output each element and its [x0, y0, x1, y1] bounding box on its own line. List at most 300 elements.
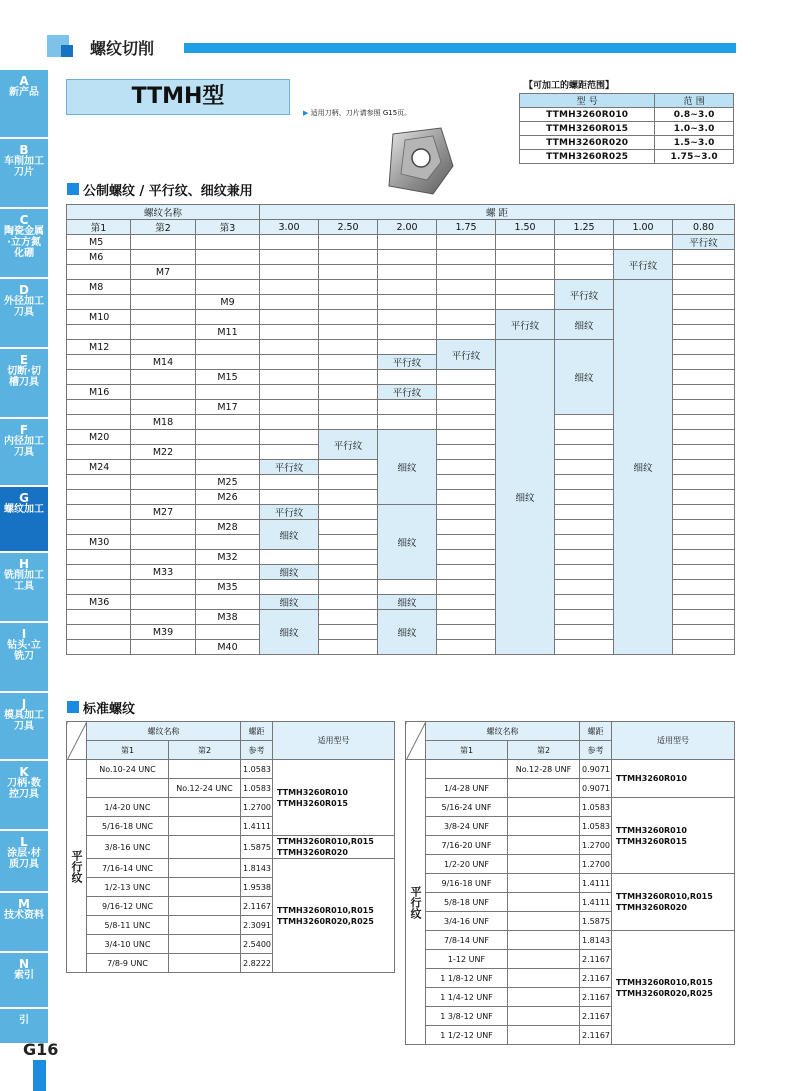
thread-series-1: 1/2-20 UNF [426, 855, 508, 874]
thread-size [196, 625, 260, 640]
empty-cell [378, 325, 437, 340]
thread-size [196, 535, 260, 550]
empty-cell [555, 415, 614, 430]
thread-size [67, 475, 131, 490]
thread-size [131, 325, 196, 340]
range-header-row [520, 94, 734, 108]
empty-cell [673, 535, 735, 550]
empty-cell [555, 460, 614, 475]
empty-cell [437, 490, 496, 505]
pitch-reference: 2.3091 [241, 916, 273, 935]
range-value: 1.0~3.0 [655, 122, 734, 136]
thread-series-2 [508, 988, 580, 1007]
thread-series-2 [508, 1026, 580, 1045]
thread-name-header: 螺纹名称 [426, 722, 580, 741]
empty-cell [260, 430, 319, 445]
applicable-model: TTMH3260R010,R015 TTMH3260R020,R025 [273, 859, 395, 973]
empty-cell [555, 550, 614, 565]
empty-cell [319, 385, 378, 400]
empty-cell [319, 280, 378, 295]
fine-cell: 细纹 [260, 595, 319, 610]
empty-cell [437, 565, 496, 580]
thread-series-1: 5/8-11 UNC [87, 916, 169, 935]
thread-size: M28 [196, 520, 260, 535]
empty-cell [673, 250, 735, 265]
thread-series-2 [169, 798, 241, 817]
pitch-reference: 2.8222 [241, 954, 273, 973]
sidebar-tab-n[interactable] [0, 953, 48, 1009]
range-row [520, 122, 734, 136]
thread-size [196, 340, 260, 355]
thread-size [131, 250, 196, 265]
range-caption: 【可加工的螺距范围】 [524, 81, 615, 91]
empty-cell [673, 475, 735, 490]
thread-series-2 [169, 935, 241, 954]
thread-size [131, 295, 196, 310]
thread-size [131, 550, 196, 565]
applicable-model: TTMH3260R010,R015 TTMH3260R020,R025 [612, 931, 735, 1045]
thread-series-2: No.12-24 UNC [169, 779, 241, 798]
thread-size: M16 [67, 385, 131, 400]
pitch-reference: 1.0583 [241, 779, 273, 798]
thread-size: M20 [67, 430, 131, 445]
empty-cell [555, 580, 614, 595]
thread-size [131, 580, 196, 595]
reference-header: 参考 [580, 741, 612, 760]
thread-size [67, 505, 131, 520]
page-number: G16 [23, 1040, 59, 1059]
empty-cell [555, 235, 614, 250]
thread-series-1: 1 1/2-12 UNF [426, 1026, 508, 1045]
model-title: TTMH型 [66, 79, 290, 115]
range-header-cell: 范 围 [655, 94, 734, 108]
sidebar-tab-l[interactable] [0, 831, 48, 893]
fine-cell: 细纹 [378, 595, 437, 610]
thread-size [67, 295, 131, 310]
sidebar-tab-letter: H [18, 557, 30, 571]
empty-cell [378, 280, 437, 295]
empty-cell [260, 250, 319, 265]
model-header: 适用型号 [612, 722, 735, 760]
thread-series-2 [508, 798, 580, 817]
empty-cell [673, 400, 735, 415]
empty-cell [673, 565, 735, 580]
empty-cell [673, 325, 735, 340]
thread-size: M36 [67, 595, 131, 610]
thread-series-2 [508, 874, 580, 893]
corner-diagonal [406, 722, 426, 760]
empty-cell [673, 490, 735, 505]
sidebar-tab-label: 索引 [14, 970, 34, 981]
thread-size [196, 505, 260, 520]
parallel-cell: 平行纹 [496, 310, 555, 340]
sidebar-tab-label: 技术资料 [4, 910, 44, 921]
sidebar-tab-letter: D [19, 283, 29, 297]
sidebar-tab-c[interactable] [0, 209, 48, 279]
pitch-header: 螺距 [241, 722, 273, 741]
pitch-reference: 1.9538 [241, 878, 273, 897]
thread-series-2 [508, 969, 580, 988]
empty-cell [378, 370, 437, 385]
empty-cell [673, 385, 735, 400]
series-header: 第3 [196, 220, 260, 235]
thread-series-1: 1-12 UNF [426, 950, 508, 969]
sidebar-tab-label: 刀柄·数控刀具 [7, 778, 41, 800]
sidebar-tab-label: 陶瓷金属·立方氮化硼 [4, 226, 44, 259]
sidebar-tab-letter: I [21, 627, 27, 641]
empty-cell [378, 400, 437, 415]
empty-cell [496, 280, 555, 295]
empty-cell [319, 625, 378, 640]
empty-cell [437, 520, 496, 535]
empty-cell [437, 310, 496, 325]
thread-size [196, 460, 260, 475]
section-title-rule [184, 43, 736, 53]
parallel-cell: 平行纹 [378, 355, 437, 370]
thread-size: M12 [67, 340, 131, 355]
sidebar-tab-label: 外径加工刀具 [4, 296, 44, 318]
thread-series-1: 7/16-14 UNC [87, 859, 169, 878]
thread-size [67, 370, 131, 385]
sidebar-tab-letter: A [19, 74, 29, 88]
sidebar-tab-label: 涂层·材质刀具 [7, 848, 41, 870]
thread-size [67, 610, 131, 625]
empty-cell [673, 610, 735, 625]
empty-cell [319, 415, 378, 430]
empty-cell [378, 310, 437, 325]
empty-cell [555, 265, 614, 280]
sidebar-tab-letter: K [19, 765, 29, 779]
sidebar-tab-label: 引 [19, 1015, 29, 1026]
empty-cell [555, 565, 614, 580]
sidebar-tab-label: 螺纹加工 [4, 504, 44, 515]
empty-cell [260, 550, 319, 565]
corner-diagonal [67, 722, 87, 760]
thread-size [196, 235, 260, 250]
sidebar-tab-letter: N [18, 957, 30, 971]
empty-cell [319, 640, 378, 655]
thread-series-1: No.10-24 UNC [87, 760, 169, 779]
thread-series-1: 1/4-28 UNF [426, 779, 508, 798]
thread-series-1 [426, 760, 508, 779]
pitch-2-50: 2.50 [319, 220, 378, 235]
thread-size [131, 520, 196, 535]
sidebar-tab-label: 车削加工刀片 [4, 156, 44, 178]
page-number-bar [33, 1060, 46, 1091]
fine-cell: 细纹 [260, 565, 319, 580]
thread-size [196, 385, 260, 400]
thread-size [67, 445, 131, 460]
thread-size [67, 490, 131, 505]
empty-cell [437, 640, 496, 655]
thread-size [131, 535, 196, 550]
empty-cell [437, 235, 496, 250]
thread-size: M40 [196, 640, 260, 655]
sidebar-tab-f[interactable] [0, 419, 48, 487]
thread-size [67, 550, 131, 565]
fine-cell: 细纹 [555, 340, 614, 415]
sidebar-tab-label: 铣削加工工具 [4, 570, 44, 592]
pitch-reference: 0.9071 [580, 779, 612, 798]
unc-row [67, 859, 395, 878]
empty-cell [260, 400, 319, 415]
insert-image [383, 126, 459, 198]
empty-cell [555, 430, 614, 445]
pitch-reference: 1.2700 [580, 836, 612, 855]
parallel-cell: 平行纹 [319, 430, 378, 460]
empty-cell [437, 475, 496, 490]
thread-size [67, 520, 131, 535]
thread-size [196, 280, 260, 295]
empty-cell [260, 475, 319, 490]
empty-cell [319, 400, 378, 415]
thread-size: M6 [67, 250, 131, 265]
reference-caption: ▶ 适用刀柄、刀片请参照 G15页。 [303, 109, 412, 117]
thread-size: M24 [67, 460, 131, 475]
empty-cell [437, 250, 496, 265]
parallel-side-label [67, 760, 87, 973]
sidebar-tab-a[interactable] [0, 70, 48, 139]
metric-thread-table [66, 204, 735, 655]
unc-thread-table [66, 721, 395, 973]
empty-cell [673, 415, 735, 430]
thread-size: M35 [196, 580, 260, 595]
thread-series-2 [508, 836, 580, 855]
thread-size [67, 565, 131, 580]
range-model: TTMH3260R010 [520, 108, 655, 122]
thread-size: M7 [131, 265, 196, 280]
sidebar-tab-letter: B [19, 143, 29, 157]
empty-cell [673, 625, 735, 640]
pitch-reference: 1.0583 [580, 798, 612, 817]
metric-row [67, 235, 735, 250]
pitch-reference: 2.1167 [580, 988, 612, 1007]
empty-cell [496, 235, 555, 250]
thread-size [196, 415, 260, 430]
empty-cell [437, 370, 496, 385]
sidebar-tab-m[interactable] [0, 893, 48, 953]
sidebar-tab-k[interactable] [0, 761, 48, 831]
empty-cell [319, 475, 378, 490]
parallel-cell: 平行纹 [614, 250, 673, 280]
empty-cell [437, 460, 496, 475]
thread-size [67, 265, 131, 280]
thread-size: M22 [131, 445, 196, 460]
pitch-reference: 1.5875 [580, 912, 612, 931]
sidebar-tab-label: 模具加工刀具 [4, 710, 44, 732]
unc-header-row [67, 722, 395, 741]
thread-size: M10 [67, 310, 131, 325]
sidebar-tab-j[interactable] [0, 693, 48, 761]
empty-cell [260, 235, 319, 250]
parallel-cell: 平行纹 [260, 460, 319, 475]
pitch-reference: 2.1167 [580, 969, 612, 988]
thread-size: M33 [131, 565, 196, 580]
pitch-reference: 1.5875 [241, 836, 273, 859]
metric-row [67, 280, 735, 295]
thread-series-1: 7/16-20 UNF [426, 836, 508, 855]
parallel-cell: 平行纹 [260, 505, 319, 520]
empty-cell [614, 235, 673, 250]
applicable-model: TTMH3260R010,R015 TTMH3260R020 [273, 836, 395, 859]
pitch-1-50: 1.50 [496, 220, 555, 235]
series-header: 第2 [131, 220, 196, 235]
empty-cell [673, 520, 735, 535]
empty-cell [319, 250, 378, 265]
empty-cell [555, 490, 614, 505]
sidebar-tab-b[interactable] [0, 139, 48, 209]
thread-series-2 [169, 878, 241, 897]
standard-section-title: 标准螺纹 [83, 702, 136, 717]
empty-cell [673, 370, 735, 385]
thread-size: M27 [131, 505, 196, 520]
sidebar-tab-e[interactable] [0, 349, 48, 419]
thread-size: M18 [131, 415, 196, 430]
range-model: TTMH3260R020 [520, 136, 655, 150]
empty-cell [555, 505, 614, 520]
fine-cell: 细纹 [378, 610, 437, 655]
thread-series-1: 1/4-20 UNC [87, 798, 169, 817]
empty-cell [555, 475, 614, 490]
empty-cell [378, 295, 437, 310]
empty-cell [437, 295, 496, 310]
empty-cell [319, 460, 378, 475]
thread-series-2 [508, 912, 580, 931]
empty-cell [673, 280, 735, 295]
thread-size [131, 400, 196, 415]
pitch-3-00: 3.00 [260, 220, 319, 235]
empty-cell [437, 610, 496, 625]
series-1-header: 第1 [87, 741, 169, 760]
thread-size [196, 430, 260, 445]
empty-cell [555, 520, 614, 535]
thread-size [131, 370, 196, 385]
series-2-header: 第2 [508, 741, 580, 760]
empty-cell [378, 580, 437, 595]
thread-size [131, 460, 196, 475]
thread-series-1: 1 1/8-12 UNF [426, 969, 508, 988]
sidebar-tab-label: 新产品 [9, 87, 39, 98]
thread-size [67, 580, 131, 595]
thread-series-1: 9/16-12 UNC [87, 897, 169, 916]
thread-size: M8 [67, 280, 131, 295]
thread-size [131, 235, 196, 250]
empty-cell [378, 235, 437, 250]
pitch-reference: 1.8143 [580, 931, 612, 950]
empty-cell [319, 340, 378, 355]
empty-cell [437, 280, 496, 295]
applicable-model: TTMH3260R010 TTMH3260R015 [612, 798, 735, 874]
pitch-reference: 1.4111 [580, 893, 612, 912]
thread-size [131, 430, 196, 445]
thread-series-1: 5/16-18 UNC [87, 817, 169, 836]
thread-series-2 [508, 950, 580, 969]
thread-size [67, 325, 131, 340]
unf-header-row [406, 722, 735, 741]
thread-series-2 [169, 836, 241, 859]
empty-cell [319, 535, 378, 550]
sidebar-tab-g[interactable] [0, 487, 48, 553]
thread-size: M26 [196, 490, 260, 505]
thread-size [196, 310, 260, 325]
metric-section-title: 公制螺纹 / 平行纹、细纹兼用 [83, 184, 253, 199]
thread-size [196, 250, 260, 265]
pitch-reference: 1.0583 [580, 817, 612, 836]
thread-series-1: 3/4-16 UNF [426, 912, 508, 931]
empty-cell [673, 595, 735, 610]
sidebar-tab-d[interactable] [0, 279, 48, 349]
pitch-reference: 1.2700 [241, 798, 273, 817]
thread-series-1: 1 3/8-12 UNF [426, 1007, 508, 1026]
empty-cell [319, 565, 378, 580]
fine-cell: 细纹 [378, 430, 437, 505]
thread-series-2 [508, 893, 580, 912]
parallel-side-text: 平行纹 [409, 885, 422, 919]
standard-section-marker-icon [67, 701, 79, 713]
empty-cell [437, 550, 496, 565]
thread-size [131, 595, 196, 610]
metric-row [67, 250, 735, 265]
empty-cell [319, 355, 378, 370]
thread-size [196, 565, 260, 580]
thread-size [131, 475, 196, 490]
section-title: 螺纹切削 [90, 39, 155, 58]
pitch-range-table [519, 93, 734, 164]
range-row [520, 108, 734, 122]
empty-cell [673, 310, 735, 325]
thread-series-1: 3/8-24 UNF [426, 817, 508, 836]
empty-cell [437, 400, 496, 415]
side-index-nav [0, 70, 48, 1030]
metric-header-row [67, 205, 735, 220]
range-model: TTMH3260R015 [520, 122, 655, 136]
pitch-1-25: 1.25 [555, 220, 614, 235]
empty-cell [555, 625, 614, 640]
empty-cell [260, 445, 319, 460]
empty-cell [260, 295, 319, 310]
empty-cell [319, 490, 378, 505]
thread-size: M38 [196, 610, 260, 625]
pitch-header: 螺 距 [260, 205, 735, 220]
section-marker-icon [47, 35, 69, 57]
pitch-header: 螺距 [580, 722, 612, 741]
sidebar-tab-h[interactable] [0, 553, 48, 623]
sidebar-tab-label: 内径加工刀具 [4, 436, 44, 458]
empty-cell [378, 250, 437, 265]
series-1-header: 第1 [426, 741, 508, 760]
empty-cell [319, 295, 378, 310]
thread-series-2 [508, 1007, 580, 1026]
empty-cell [378, 340, 437, 355]
unf-row [406, 760, 735, 779]
thread-series-1: 7/8-9 UNC [87, 954, 169, 973]
empty-cell [319, 265, 378, 280]
pitch-reference: 1.2700 [580, 855, 612, 874]
fine-cell: 细纹 [496, 340, 555, 655]
empty-cell [260, 310, 319, 325]
range-model: TTMH3260R025 [520, 150, 655, 164]
empty-cell [437, 445, 496, 460]
empty-cell [437, 430, 496, 445]
thread-size [131, 490, 196, 505]
applicable-model: TTMH3260R010,R015 TTMH3260R020 [612, 874, 735, 931]
parallel-side-label [406, 760, 426, 1045]
sidebar-tab-label: 钻头·立铣刀 [7, 640, 41, 662]
empty-cell [319, 235, 378, 250]
thread-series-2 [169, 916, 241, 935]
sidebar-tab-i[interactable] [0, 623, 48, 693]
metric-section-marker-icon [67, 183, 79, 195]
